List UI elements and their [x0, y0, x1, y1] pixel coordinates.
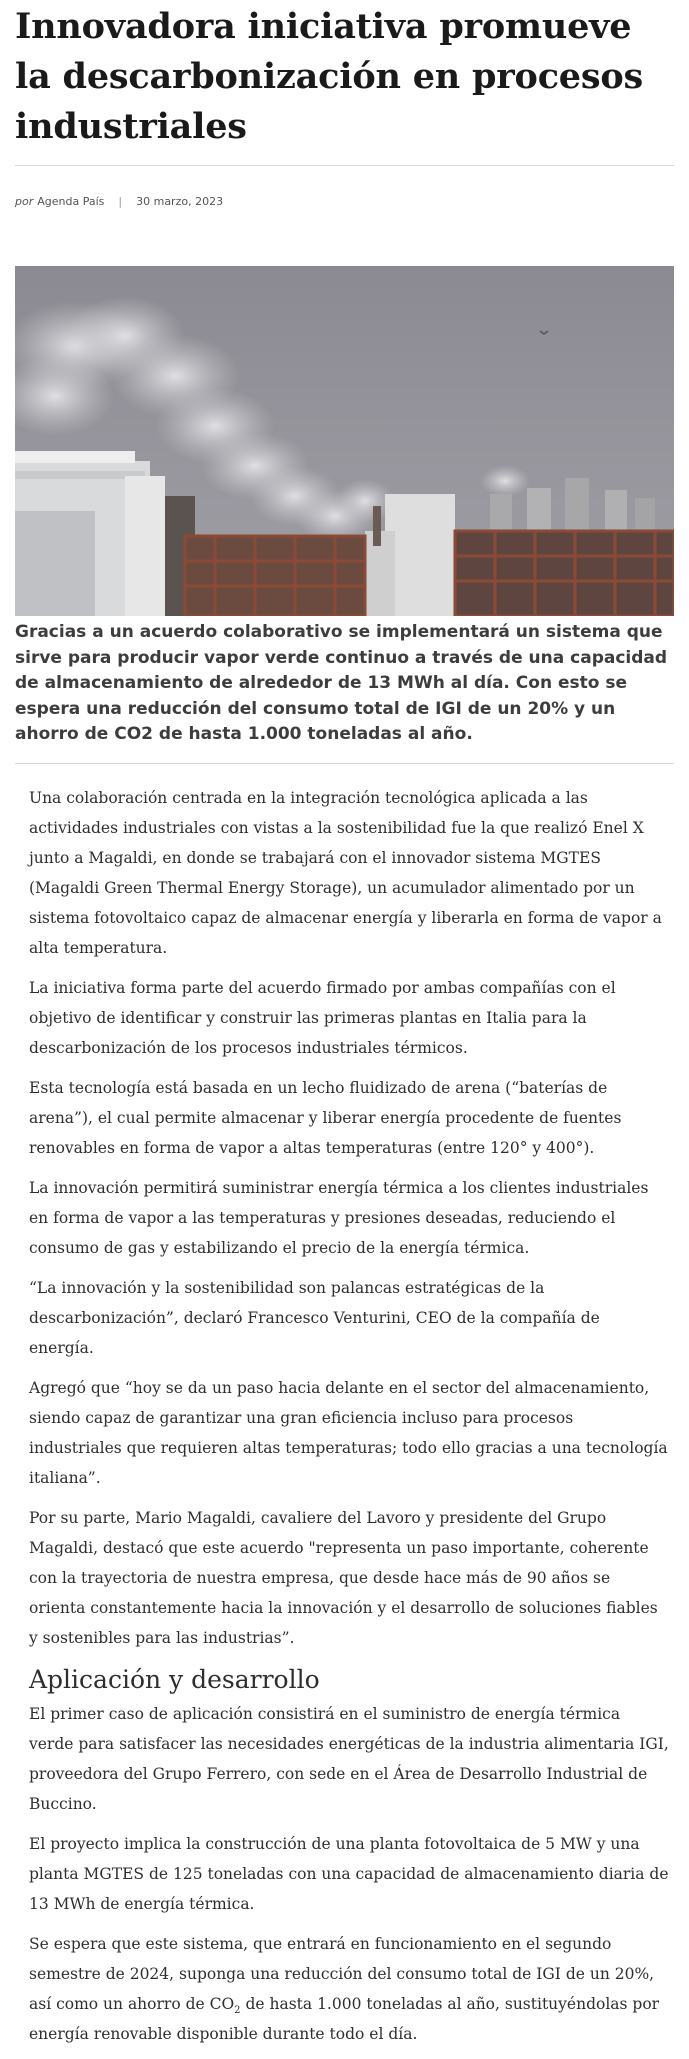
paragraph: Agregó que “hoy se da un paso hacia delante en el sector del almacenamiento, siendo capaz de garantizar una gran eficiencia incluso para procesos industriales que requieren altas temperaturas; todo ello gracias a una tecnología italiana”. — [29, 1379, 668, 1487]
last-paragraph-text: Se espera que este sistema, que entrará en funcionamiento en el segundo semestre de 2024, suponga una reducción del consumo total de IGI de un 20%, así como un ahorro de CO — [29, 1935, 655, 2013]
co2-subscript: 2 — [234, 2005, 241, 2017]
hero-image — [15, 266, 674, 616]
article-body — [29, 783, 669, 2059]
byline-prefix: por — [15, 194, 34, 208]
paragraph: Una colaboración centrada en la integración tecnológica aplicada a las actividades industriales con vistas a la sostenibilidad fue la que realizó Enel X junto a Magaldi, en donde se trabajará con el innovador sistema MGTES (Magaldi Green Thermal Energy Storage), un acumulador alimentado por un sistema fotovoltaico capaz de almacenar energía y liberarla en forma de vapor a alta temperatura. — [29, 789, 662, 957]
article-title: Innovadora iniciativa promueve la descarbonización en procesos industriales — [15, 6, 644, 147]
section-heading: Aplicación y desarrollo — [29, 1665, 320, 1694]
article-lead: Gracias a un acuerdo colaborativo se implementará un sistema que sirve para producir vapor verde continuo a través de una capacidad de almacenamiento de alrededor de 13 MWh al día. Con esto se espera una reducción del consumo total de IGI de un 20% y un ahorro de CO2 de hasta 1.000 toneladas al año. — [15, 622, 668, 744]
paragraph: “La innovación y la sostenibilidad son palancas estratégicas de la descarbonización”, declaró Francesco Venturini, CEO de la compañía de energía. — [29, 1279, 600, 1357]
paragraph: La iniciativa forma parte del acuerdo firmado por ambas compañías con el objetivo de identificar y construir las primeras plantas en Italia para la descarbonización de los procesos industriales térmicos. — [29, 979, 616, 1057]
publish-date: 30 marzo, 2023 — [136, 194, 224, 208]
byline — [15, 193, 223, 209]
paragraph: El primer caso de aplicación consistirá en el suministro de energía térmica verde para satisfacer las necesidades energéticas de la industria alimentaria IGI, proveedora del Grupo Ferrero, con sede en el Área de Desarrollo Industrial de Buccino. — [29, 1705, 669, 1813]
paragraph: Esta tecnología está basada en un lecho fluidizado de arena (“baterías de arena”), el cual permite almacenar y liberar energía procedente de fuentes renovables en forma de vapor a altas temperaturas (entre 120° y 400°). — [29, 1079, 622, 1157]
lead-divider — [15, 763, 674, 764]
paragraph-last — [29, 1929, 669, 2049]
title-divider — [15, 165, 674, 166]
chimney — [373, 506, 381, 546]
paragraph: El proyecto implica la construcción de una planta fotovoltaica de 5 MW y una planta MGTES de 125 toneladas con una capacidad de almacenamiento diaria de 13 MWh de energía térmica. — [29, 1835, 669, 1913]
paragraph: La innovación permitirá suministrar energía térmica a los clientes industriales en forma de vapor a las temperaturas y presiones deseadas, reduciendo el consumo de gas y estabilizando el precio de la energía térmica. — [29, 1179, 649, 1257]
author-link[interactable]: Agenda País — [37, 194, 105, 208]
last-paragraph-text-end: de hasta 1.000 toneladas al año, sustituyéndolas por energía renovable disponible durante todo el día. — [29, 1995, 660, 2043]
byline-separator: | — [118, 194, 123, 208]
paragraph: Por su parte, Mario Magaldi, cavaliere del Lavoro y presidente del Grupo Magaldi, destacó que este acuerdo "representa un paso importante, coherente con la trayectoria de nuestra empresa, que desde hace más de 90 años se orienta constantemente hacia la innovación y el desarrollo de soluciones fiables y sostenibles para las industrias”. — [29, 1509, 658, 1647]
